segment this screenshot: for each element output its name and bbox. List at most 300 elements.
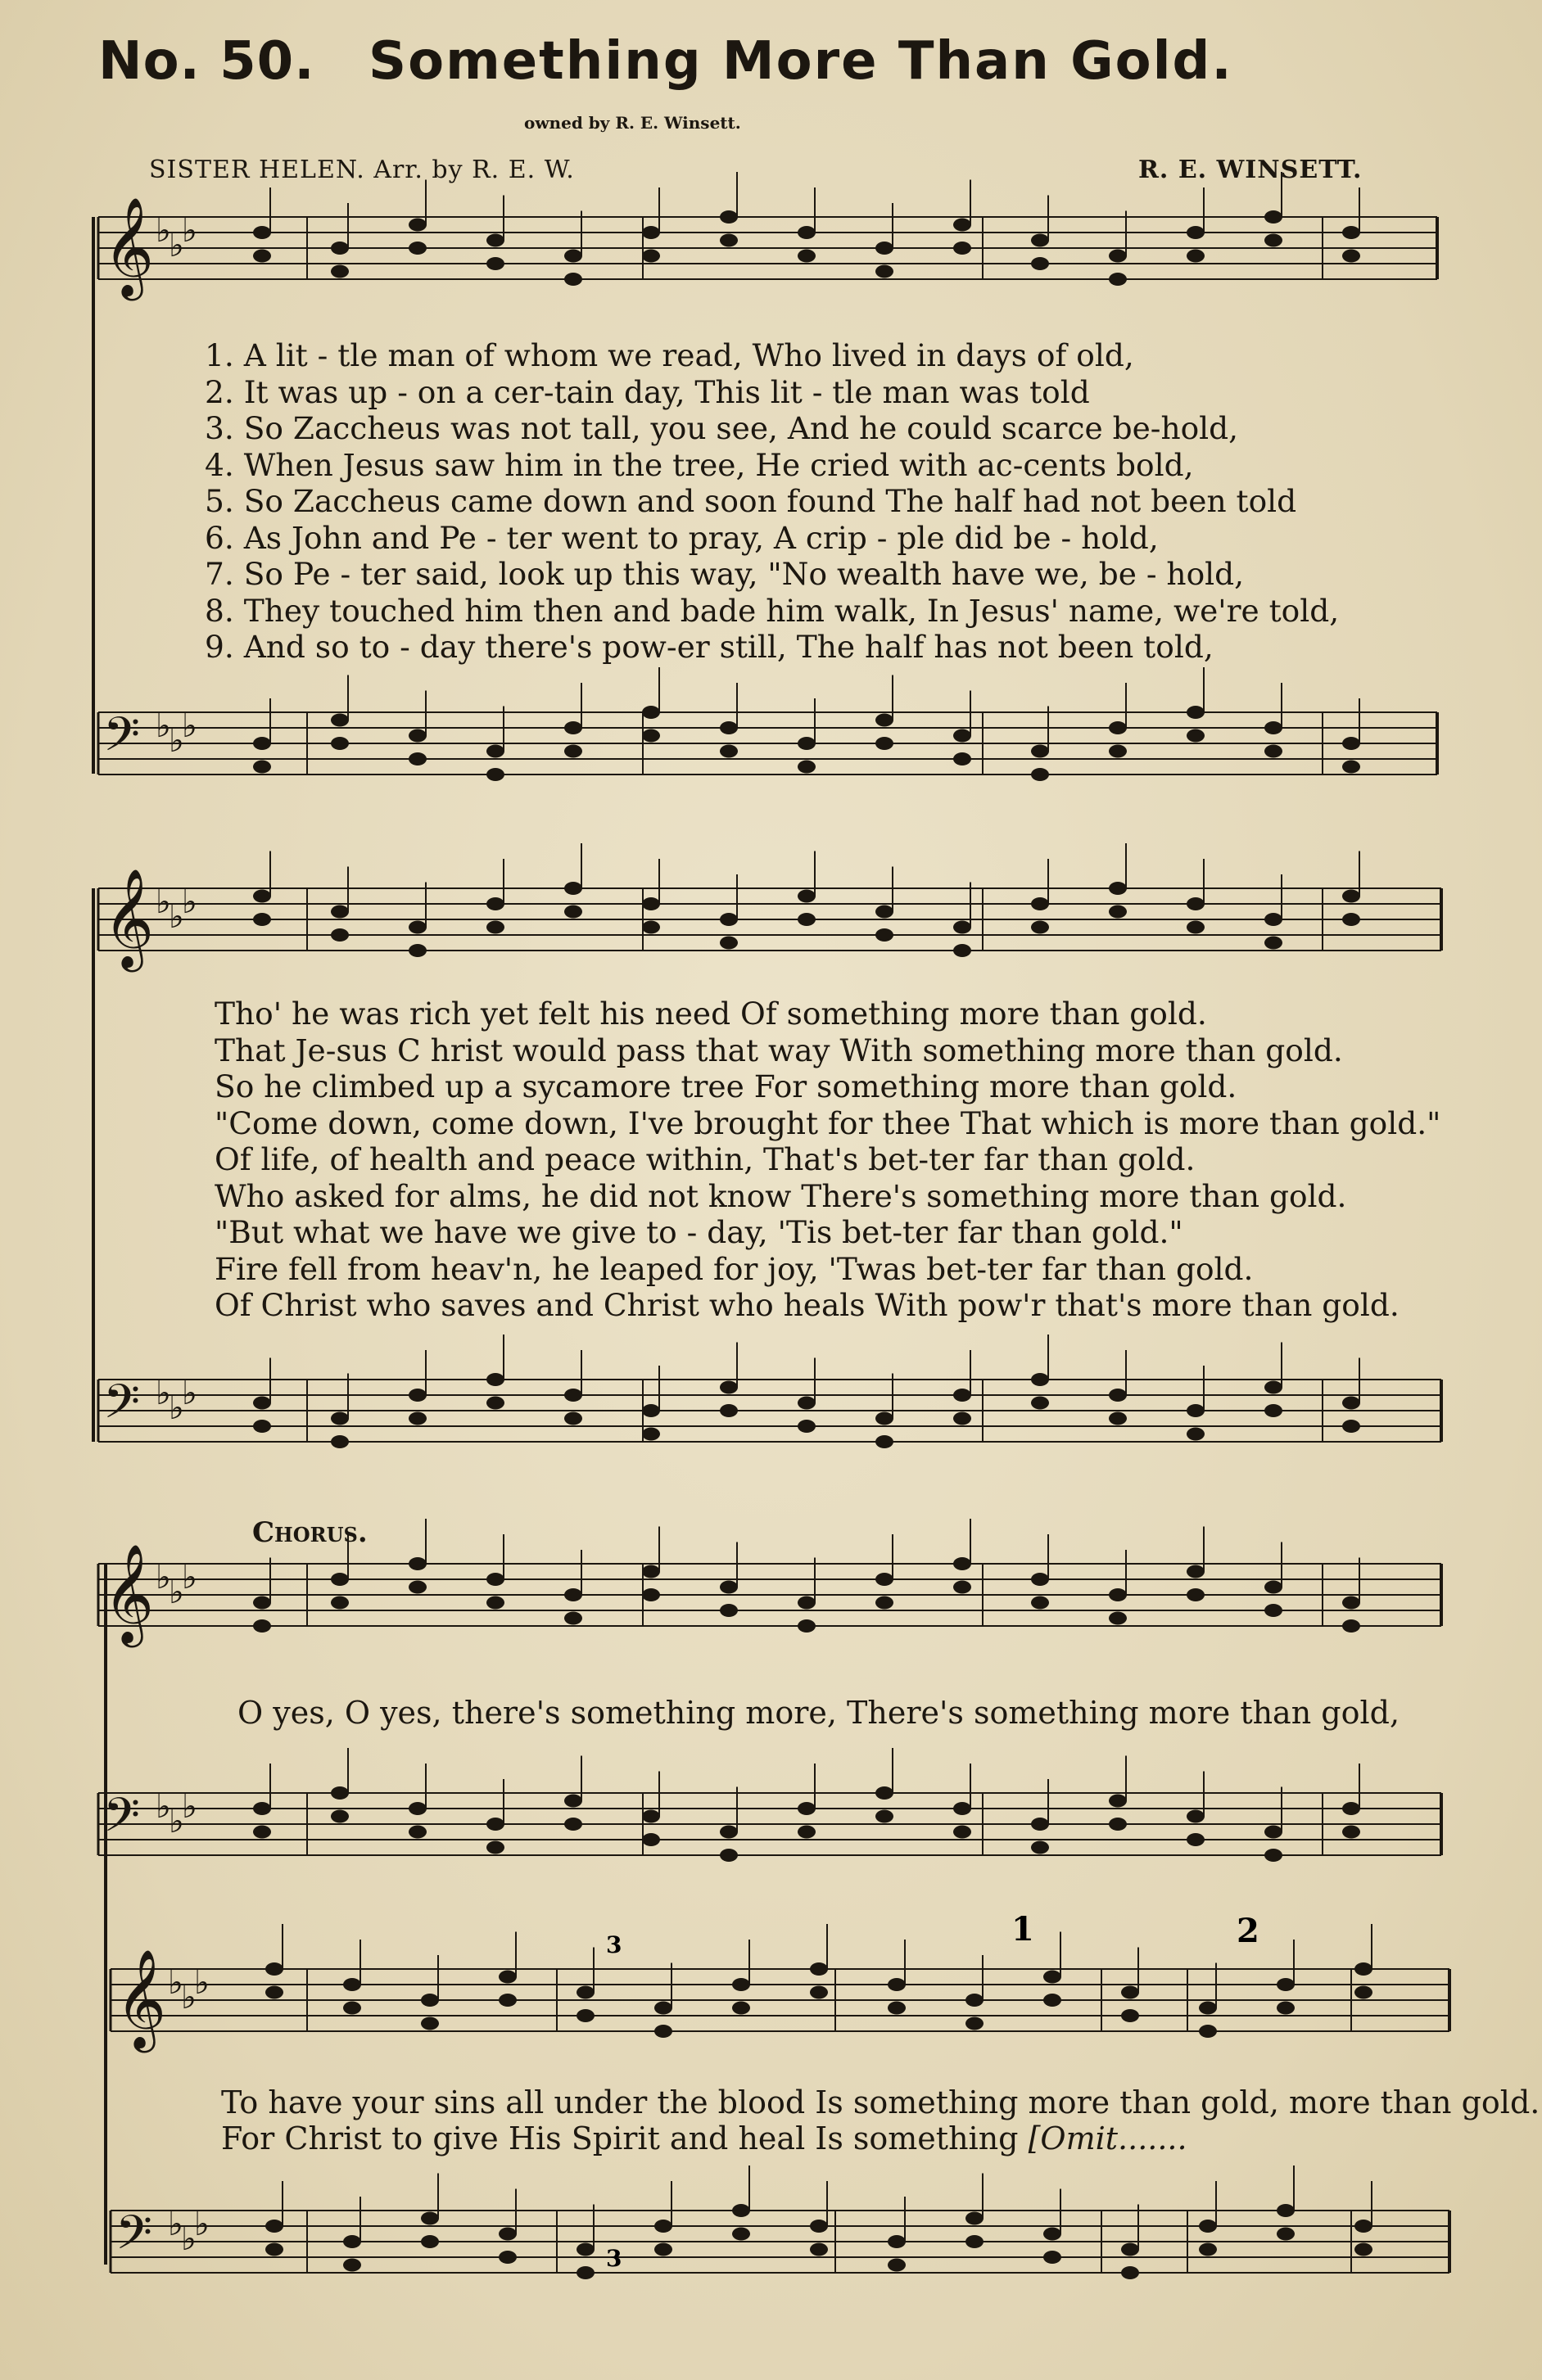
note-head <box>409 1802 427 1815</box>
note-head <box>875 1786 893 1800</box>
note-head <box>953 729 971 743</box>
note-head <box>1264 745 1282 758</box>
note-head <box>1031 768 1049 781</box>
note-head <box>875 737 893 750</box>
note-head <box>953 242 971 255</box>
omit-note: [Omit....... <box>1028 2120 1187 2156</box>
note-head <box>1342 913 1360 926</box>
note-head <box>1354 1986 1372 1999</box>
verse-line: 5. So Zaccheus came down and soon found The half had not been told <box>205 483 1297 519</box>
note-head <box>965 2235 984 2248</box>
note-head <box>1187 706 1205 719</box>
note-head <box>486 897 504 910</box>
note-head <box>253 226 271 239</box>
note-head <box>720 1381 738 1394</box>
note-head <box>642 921 660 934</box>
note-head <box>720 234 738 247</box>
note-head <box>1109 905 1127 919</box>
note-head <box>1199 2220 1217 2233</box>
note-head <box>564 745 582 758</box>
note-head <box>1342 1619 1360 1633</box>
note-head <box>499 1971 517 1984</box>
note-head <box>654 2025 672 2038</box>
note-head <box>1264 1581 1282 1594</box>
note-head <box>1043 1994 1061 2007</box>
note-head <box>798 761 816 774</box>
note-head <box>409 219 427 232</box>
flat-icon: ♭ <box>156 1559 171 1596</box>
note-head <box>1109 721 1127 734</box>
verse-lyrics-block-2 <box>215 996 1492 1324</box>
note-head <box>810 1962 828 1976</box>
note-head <box>1121 2243 1139 2256</box>
flat-icon: ♭ <box>182 883 197 921</box>
note-head <box>875 265 893 278</box>
note-head <box>265 1986 283 1999</box>
note-head <box>642 1833 660 1846</box>
note-head <box>720 1581 738 1594</box>
note-head <box>642 226 660 239</box>
note-head <box>1043 2251 1061 2264</box>
flat-icon: ♭ <box>194 1964 210 2002</box>
note-head <box>1277 2204 1295 2217</box>
note-head <box>1031 1397 1049 1410</box>
note-head <box>1342 1596 1360 1610</box>
note-head <box>409 1389 427 1402</box>
note-head <box>486 921 504 934</box>
note-head <box>1199 2243 1217 2256</box>
note-head <box>1187 1810 1205 1823</box>
note-head <box>1109 1612 1127 1625</box>
note-head <box>253 913 271 926</box>
note-head <box>1031 1818 1049 1831</box>
verse-line: So he climbed up a sycamore tree For something more than gold. <box>215 1068 1237 1104</box>
note-head <box>253 1619 271 1633</box>
note-head <box>331 714 349 727</box>
verse-line: 6. As John and Pe - ter went to pray, A crip - ple did be - hold, <box>205 519 1159 556</box>
verse-lyrics-block-1 <box>205 337 1482 666</box>
note-head <box>953 1802 971 1815</box>
note-head <box>875 1573 893 1586</box>
flat-icon: ♭ <box>168 2206 183 2243</box>
note-head <box>875 242 893 255</box>
note-head <box>1342 226 1360 239</box>
note-head <box>499 2228 517 2241</box>
flat-icon: ♭ <box>168 1964 183 2002</box>
flat-icon: ♭ <box>194 2206 210 2243</box>
chorus-lyric-line-3 <box>221 2120 1187 2156</box>
verse-line: "Come down, come down, I've brought for thee That which is more than gold." <box>215 1104 1441 1141</box>
note-head <box>1354 2220 1372 2233</box>
verse-line: Who asked for alms, he did not know There's something more than gold. <box>215 1177 1347 1214</box>
note-head <box>1031 1596 1049 1610</box>
note-head <box>1342 250 1360 263</box>
chorus-label: Chorus. <box>252 1516 368 1549</box>
note-head <box>1264 1381 1282 1394</box>
note-head <box>1187 729 1205 743</box>
flat-icon: ♭ <box>182 1788 197 1826</box>
note-head <box>1187 1565 1205 1578</box>
bass-clef-icon: 𝄢 <box>103 707 141 774</box>
flat-icon: ♭ <box>169 1803 184 1840</box>
chorus-line-3-text: For Christ to give His Spirit and heal Is something <box>221 2120 1019 2156</box>
note-head <box>720 745 738 758</box>
note-head <box>642 1565 660 1578</box>
note-head <box>810 1986 828 1999</box>
note-head <box>253 890 271 903</box>
note-head <box>564 1412 582 1425</box>
note-head <box>1043 2228 1061 2241</box>
note-head <box>1109 250 1127 263</box>
note-head <box>331 928 349 942</box>
note-head <box>486 1573 504 1586</box>
note-head <box>953 1412 971 1425</box>
note-head <box>642 250 660 263</box>
note-head <box>720 1849 738 1862</box>
note-head <box>486 745 504 758</box>
flat-icon: ♭ <box>156 707 171 745</box>
note-head <box>253 1420 271 1433</box>
flat-icon: ♭ <box>169 227 184 264</box>
note-head <box>1264 721 1282 734</box>
note-head <box>253 761 271 774</box>
chorus-lyric-line-1: O yes, O yes, there's something more, There's something more than gold, <box>237 1695 1400 1731</box>
note-head <box>421 2235 439 2248</box>
bass-clef-icon: 𝄢 <box>103 1374 141 1441</box>
verse-line: 7. So Pe - ter said, look up this way, "No wealth have we, be - hold, <box>205 556 1245 592</box>
note-head <box>798 1619 816 1633</box>
note-head <box>253 1826 271 1839</box>
note-head <box>1187 250 1205 263</box>
note-head <box>888 2235 906 2248</box>
note-head <box>1342 737 1360 750</box>
note-head <box>1342 1826 1360 1839</box>
flat-icon: ♭ <box>156 1788 171 1826</box>
flat-icon: ♭ <box>182 212 197 250</box>
note-head <box>577 2243 595 2256</box>
note-head <box>577 2266 595 2279</box>
note-head <box>1109 745 1127 758</box>
flat-icon: ♭ <box>181 1979 197 2016</box>
note-head <box>409 1826 427 1839</box>
note-head <box>810 2243 828 2256</box>
note-head <box>409 944 427 957</box>
note-head <box>798 1397 816 1410</box>
hymn-title: Something More Than Gold. <box>369 31 1233 92</box>
treble-clef-icon: 𝄞 <box>115 1949 167 2048</box>
note-head <box>1264 937 1282 950</box>
note-head <box>720 937 738 950</box>
flat-icon: ♭ <box>156 212 171 250</box>
note-head <box>732 2204 750 2217</box>
note-head <box>720 210 738 224</box>
note-head <box>331 242 349 255</box>
flat-icon: ♭ <box>182 1559 197 1596</box>
note-head <box>577 2009 595 2022</box>
note-head <box>875 905 893 919</box>
note-head <box>343 2259 361 2272</box>
note-head <box>421 1994 439 2007</box>
verse-line: 8. They touched him then and bade him walk, In Jesus' name, we're told, <box>205 592 1340 629</box>
note-head <box>642 706 660 719</box>
note-head <box>875 714 893 727</box>
note-head <box>564 1818 582 1831</box>
note-head <box>486 1841 504 1854</box>
note-head <box>1264 210 1282 224</box>
note-head <box>1187 1404 1205 1417</box>
note-head <box>1187 1833 1205 1846</box>
first-ending-mark: 1 <box>1011 1910 1034 1949</box>
note-head <box>1109 1389 1127 1402</box>
note-head <box>720 1404 738 1417</box>
note-head <box>1031 1373 1049 1386</box>
note-head <box>564 721 582 734</box>
note-head <box>1031 897 1049 910</box>
note-head <box>499 1994 517 2007</box>
note-head <box>798 1420 816 1433</box>
note-head <box>1264 1849 1282 1862</box>
note-head <box>953 944 971 957</box>
verse-line: 2. It was up - on a cer-tain day, This lit - tle man was told <box>205 373 1090 410</box>
note-head <box>1342 890 1360 903</box>
note-head <box>564 905 582 919</box>
note-head <box>343 2235 361 2248</box>
flat-icon: ♭ <box>169 722 184 760</box>
note-head <box>1354 1962 1372 1976</box>
note-head <box>953 1557 971 1570</box>
verse-line: Fire fell from heav'n, he leaped for joy, 'Twas bet-ter far than gold. <box>215 1250 1254 1287</box>
note-head <box>798 890 816 903</box>
note-head <box>1121 2009 1139 2022</box>
flat-icon: ♭ <box>169 1389 184 1427</box>
note-head <box>1031 1841 1049 1854</box>
verse-line: That Je-sus C hrist would pass that way With something more than gold. <box>215 1032 1343 1068</box>
note-head <box>1109 1412 1127 1425</box>
note-head <box>343 2002 361 2015</box>
note-head <box>1264 1604 1282 1617</box>
note-head <box>343 1978 361 1991</box>
note-head <box>732 2228 750 2241</box>
note-head <box>564 1612 582 1625</box>
note-head <box>875 1810 893 1823</box>
note-head <box>1264 1404 1282 1417</box>
note-head <box>253 1802 271 1815</box>
note-head <box>888 2259 906 2272</box>
music-credit: R. E. WINSETT. <box>1138 156 1363 184</box>
note-head <box>798 1596 816 1610</box>
note-head <box>720 721 738 734</box>
note-head <box>409 1557 427 1570</box>
note-head <box>1043 1971 1061 1984</box>
flat-icon: ♭ <box>156 883 171 921</box>
note-head <box>331 1786 349 1800</box>
bass-clef-icon: 𝄢 <box>103 1787 141 1854</box>
note-head <box>1277 2002 1295 2015</box>
note-head <box>265 2243 283 2256</box>
note-head <box>1264 234 1282 247</box>
note-head <box>1031 921 1049 934</box>
note-head <box>1187 226 1205 239</box>
note-head <box>1109 882 1127 895</box>
note-head <box>875 1435 893 1448</box>
note-head <box>265 2220 283 2233</box>
note-head <box>331 265 349 278</box>
chorus-lyric-line-2: To have your sins all under the blood Is something more than gold, more than gold. <box>221 2084 1540 2120</box>
note-head <box>564 250 582 263</box>
note-head <box>720 1604 738 1617</box>
treble-clef-icon: 𝄞 <box>103 1543 155 1643</box>
note-head <box>577 1986 595 1999</box>
hymn-number: No. 50. <box>98 31 315 92</box>
note-head <box>1109 1818 1127 1831</box>
note-head <box>1342 1397 1360 1410</box>
note-head <box>1031 234 1049 247</box>
note-head <box>953 752 971 765</box>
verse-line: Tho' he was rich yet felt his need Of something more than gold. <box>215 996 1207 1032</box>
note-head <box>564 1795 582 1808</box>
note-head <box>798 226 816 239</box>
note-head <box>953 921 971 934</box>
note-head <box>953 1389 971 1402</box>
note-head <box>1277 2228 1295 2241</box>
note-head <box>253 1397 271 1410</box>
flat-icon: ♭ <box>182 707 197 745</box>
verse-line: Of Christ who saves and Christ who heals With pow'r that's more than gold. <box>215 1287 1400 1323</box>
verse-line: 3. So Zaccheus was not tall, you see, And he could scarce be-hold, <box>205 410 1239 446</box>
treble-clef-icon: 𝄞 <box>103 868 155 968</box>
note-head <box>409 1412 427 1425</box>
note-head <box>331 905 349 919</box>
note-head <box>1109 1795 1127 1808</box>
note-head <box>732 1978 750 1991</box>
note-head <box>331 1596 349 1610</box>
flat-icon: ♭ <box>182 1375 197 1412</box>
flat-icon: ♭ <box>156 1375 171 1412</box>
note-head <box>1121 2266 1139 2279</box>
note-head <box>732 2002 750 2015</box>
note-head <box>421 2212 439 2225</box>
flat-icon: ♭ <box>169 898 184 936</box>
note-head <box>965 2212 984 2225</box>
note-head <box>798 737 816 750</box>
verse-line: Of life, of health and peace within, That's bet-ter far than gold. <box>215 1141 1196 1177</box>
note-head <box>798 250 816 263</box>
note-head <box>331 1573 349 1586</box>
note-head <box>1109 273 1127 286</box>
note-head <box>798 1826 816 1839</box>
note-head <box>810 2220 828 2233</box>
note-head <box>642 1404 660 1417</box>
note-head <box>720 913 738 926</box>
note-head <box>409 729 427 743</box>
note-head <box>1109 1588 1127 1601</box>
flat-icon: ♭ <box>181 2220 197 2258</box>
note-head <box>486 1818 504 1831</box>
note-head <box>953 219 971 232</box>
note-head <box>253 250 271 263</box>
note-head <box>409 242 427 255</box>
verse-line: "But what we have we give to - day, 'Tis bet-ter far than gold." <box>215 1214 1183 1250</box>
note-head <box>642 1810 660 1823</box>
note-head <box>253 1596 271 1610</box>
triplet-mark-bass: 3 <box>606 2245 622 2272</box>
note-head <box>1187 921 1205 934</box>
note-head <box>965 1994 984 2007</box>
treble-clef-icon: 𝄞 <box>103 196 155 296</box>
note-head <box>1121 1986 1139 1999</box>
note-head <box>486 768 504 781</box>
note-head <box>331 1810 349 1823</box>
flat-icon: ♭ <box>169 1574 184 1611</box>
note-head <box>1342 1420 1360 1433</box>
note-head <box>1031 1573 1049 1586</box>
note-head <box>564 882 582 895</box>
note-head <box>1354 2243 1372 2256</box>
note-head <box>499 2251 517 2264</box>
ownership-note: owned by R. E. Winsett. <box>524 113 741 133</box>
note-head <box>888 1978 906 1991</box>
note-head <box>798 913 816 926</box>
note-head <box>1031 745 1049 758</box>
second-ending-mark: 2 <box>1237 1912 1259 1950</box>
note-head <box>875 1412 893 1425</box>
note-head <box>409 752 427 765</box>
note-head <box>1264 1826 1282 1839</box>
note-head <box>953 1826 971 1839</box>
note-head <box>654 2243 672 2256</box>
note-head <box>486 1373 504 1386</box>
note-head <box>720 1826 738 1839</box>
verse-line: 4. When Jesus saw him in the tree, He cried with ac-cents bold, <box>205 446 1194 483</box>
triplet-mark-treble: 3 <box>606 1931 622 1958</box>
note-head <box>486 257 504 270</box>
note-head <box>654 2002 672 2015</box>
note-head <box>654 2220 672 2233</box>
note-head <box>1031 257 1049 270</box>
note-head <box>486 1397 504 1410</box>
note-head <box>331 737 349 750</box>
note-head <box>486 1596 504 1610</box>
note-head <box>875 928 893 942</box>
note-head <box>409 921 427 934</box>
note-head <box>642 729 660 743</box>
note-head <box>564 1389 582 1402</box>
note-head <box>1342 761 1360 774</box>
note-head <box>875 1596 893 1610</box>
note-head <box>421 2017 439 2030</box>
clefs <box>103 196 210 2272</box>
note-head <box>331 1435 349 1448</box>
note-head <box>1187 1428 1205 1441</box>
note-head <box>1187 897 1205 910</box>
note-head <box>642 1428 660 1441</box>
note-head <box>888 2002 906 2015</box>
note-head <box>265 1962 283 1976</box>
note-head <box>1199 2025 1217 2038</box>
note-head <box>331 1412 349 1425</box>
note-head <box>253 737 271 750</box>
note-head <box>486 234 504 247</box>
note-head <box>1277 1978 1295 1991</box>
note-head <box>953 1581 971 1594</box>
note-head <box>1264 913 1282 926</box>
bass-clef-icon: 𝄢 <box>115 2205 153 2272</box>
note-head <box>1342 1802 1360 1815</box>
note-head <box>798 1802 816 1815</box>
words-credit: SISTER HELEN. Arr. by R. E. W. <box>149 156 575 184</box>
note-head <box>564 273 582 286</box>
verse-line: 1. A lit - tle man of whom we read, Who lived in days of old, <box>205 337 1134 373</box>
